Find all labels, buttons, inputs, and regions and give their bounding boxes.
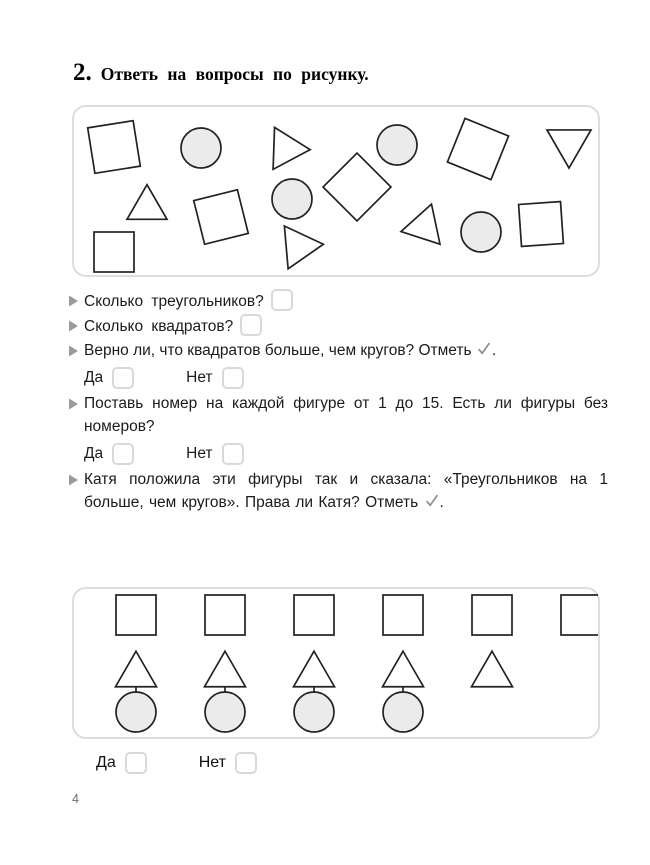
bullet-triangle-icon bbox=[68, 392, 84, 410]
triangle-figure bbox=[116, 651, 157, 687]
question-text bbox=[84, 314, 608, 338]
task-title: Ответь на вопросы по рисунку. bbox=[100, 64, 369, 84]
question-count-triangles bbox=[68, 289, 608, 313]
question-count-squares bbox=[68, 314, 608, 338]
square-figure bbox=[472, 595, 512, 635]
square-figure bbox=[323, 153, 391, 221]
yes-checkbox[interactable] bbox=[112, 367, 134, 389]
circle-figure bbox=[383, 692, 423, 732]
square-figure bbox=[294, 595, 334, 635]
no-label: Нет bbox=[198, 754, 226, 771]
square-figure bbox=[561, 595, 598, 635]
question-text bbox=[84, 339, 608, 362]
bullet-triangle-icon bbox=[68, 339, 84, 357]
question-label: Сколько треугольников? bbox=[84, 293, 264, 310]
triangle-figure bbox=[127, 185, 167, 220]
square-figure bbox=[383, 595, 423, 635]
yes-checkbox[interactable] bbox=[112, 443, 134, 465]
task-heading bbox=[73, 60, 369, 85]
triangle-figure bbox=[205, 651, 246, 687]
triangle-figure bbox=[383, 651, 424, 687]
bullet-triangle-icon bbox=[68, 314, 84, 332]
triangle-figure bbox=[472, 651, 513, 687]
yes-no-row bbox=[84, 367, 608, 389]
yes-label: Да bbox=[84, 445, 104, 462]
checkmark-icon bbox=[425, 494, 439, 508]
answer-box-squares[interactable] bbox=[240, 314, 262, 336]
scattered-figures-panel bbox=[72, 105, 600, 277]
circle-figure bbox=[294, 692, 334, 732]
triangle-figure bbox=[401, 198, 451, 244]
circle-figure bbox=[377, 125, 417, 165]
yes-no-row bbox=[84, 443, 608, 465]
question-katya-claim bbox=[68, 468, 608, 514]
question-label: Катя положила эти фигуры так и сказала: «Треугольников на 1 больше, чем кругов». Права ли Катя? Отметь bbox=[84, 471, 608, 511]
square-figure bbox=[447, 118, 508, 179]
no-label: Нет bbox=[186, 445, 213, 462]
question-label: Верно ли, что квадратов больше, чем кругов? Отметь bbox=[84, 342, 472, 359]
checkmark-icon bbox=[477, 342, 491, 356]
bullet-triangle-icon bbox=[68, 468, 84, 486]
no-label: Нет bbox=[186, 369, 213, 386]
question-text: Поставь номер на каждой фигуре от 1 до 15. Есть ли фигуры без номеров? bbox=[84, 395, 608, 435]
yes-label: Да bbox=[84, 369, 104, 386]
answer-box-triangles[interactable] bbox=[271, 289, 293, 311]
yes-label: Да bbox=[96, 754, 116, 771]
no-checkbox[interactable] bbox=[222, 367, 244, 389]
katya-arrangement-panel bbox=[72, 587, 600, 739]
questions-list bbox=[68, 289, 608, 515]
question-text bbox=[84, 289, 608, 313]
task-number: 2. bbox=[73, 59, 92, 86]
question-label: Сколько квадратов? bbox=[84, 318, 234, 335]
no-checkbox[interactable] bbox=[235, 752, 257, 774]
circle-figure bbox=[181, 128, 221, 168]
triangle-figure bbox=[269, 226, 324, 275]
bullet-triangle-icon bbox=[68, 289, 84, 307]
scattered-figures-drawing bbox=[74, 107, 598, 275]
square-figure bbox=[116, 595, 156, 635]
square-figure bbox=[88, 121, 141, 174]
triangle-figure bbox=[273, 127, 311, 170]
question-label-tail: . bbox=[439, 494, 444, 511]
katya-arrangement-drawing bbox=[74, 589, 598, 737]
no-checkbox[interactable] bbox=[222, 443, 244, 465]
square-figure bbox=[194, 190, 249, 245]
triangle-figure bbox=[294, 651, 335, 687]
square-figure bbox=[205, 595, 245, 635]
katya-yes-no-row bbox=[96, 752, 257, 774]
triangle-figure bbox=[547, 130, 591, 168]
circle-figure bbox=[272, 179, 312, 219]
question-text bbox=[84, 468, 608, 514]
question-squares-more-than-circles bbox=[68, 339, 608, 391]
circle-figure bbox=[205, 692, 245, 732]
question-number-each-figure bbox=[68, 392, 608, 467]
square-figure bbox=[519, 202, 564, 247]
question-label-tail: . bbox=[491, 342, 497, 359]
circle-figure bbox=[116, 692, 156, 732]
circle-figure bbox=[461, 212, 501, 252]
page-number: 4 bbox=[72, 792, 79, 806]
yes-checkbox[interactable] bbox=[125, 752, 147, 774]
square-figure bbox=[94, 232, 134, 272]
